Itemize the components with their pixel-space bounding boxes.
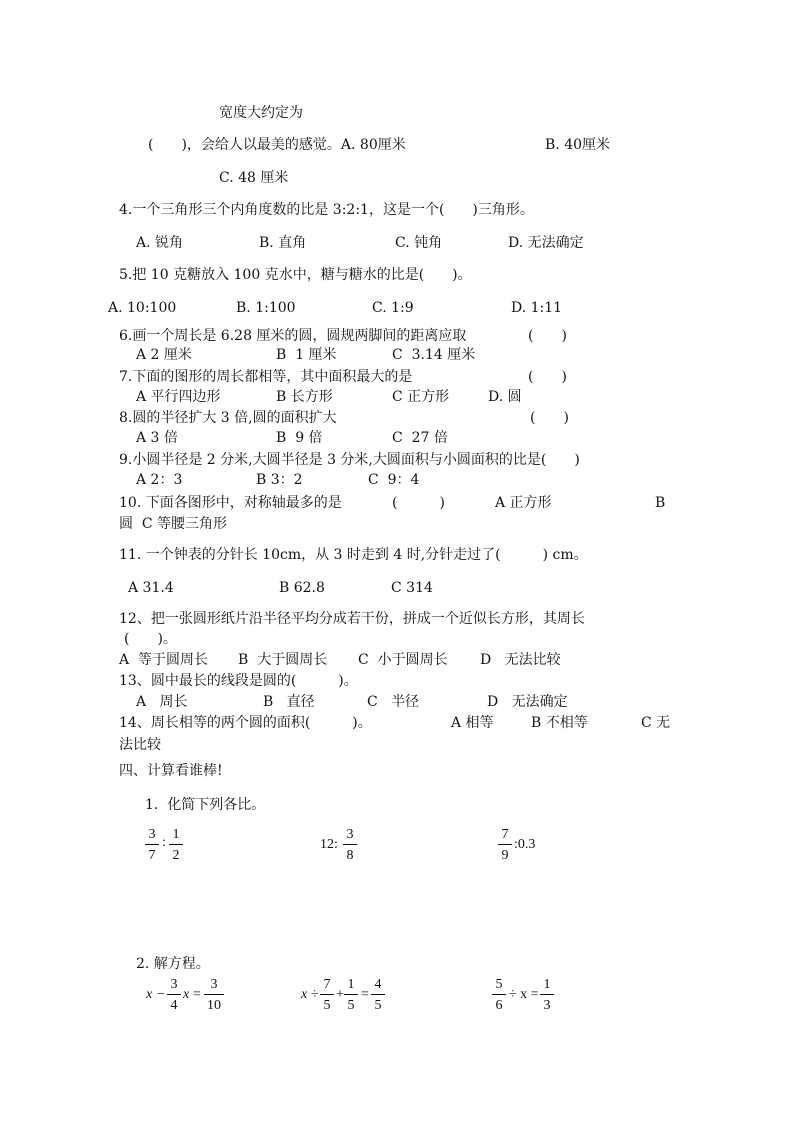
- question-3-option-b: B. 40厘米: [545, 137, 611, 153]
- sub-heading-equations: 2. 解方程。: [136, 956, 210, 972]
- question-7-option: D. 圆: [488, 389, 522, 405]
- question-5: 5.把 10 克糖放入 100 克水中，糖与糖水的比是( )。: [119, 267, 472, 283]
- question-3-option-c: C. 48 厘米: [219, 170, 289, 186]
- question-9-option: B 3：2: [256, 472, 303, 488]
- section-heading: 四、计算看谁棒!: [119, 763, 223, 779]
- question-7-answer-blank: ( ): [528, 369, 567, 385]
- variable-x: x: [183, 987, 190, 1002]
- question-14-option-a: A 相等: [451, 715, 494, 731]
- minus-sign: −: [157, 987, 165, 1002]
- fraction: 5 6: [491, 977, 507, 1014]
- fraction: 1 3: [539, 977, 555, 1014]
- question-10-option-b: B: [655, 495, 666, 511]
- ratio-lead: 12:: [320, 837, 338, 852]
- question-12-option: C 小于圆周长: [358, 652, 448, 668]
- question-13-option: D 无法确定: [487, 694, 568, 710]
- question-9-option: C 9：4: [368, 472, 420, 488]
- ratio-tail: :0.3: [514, 837, 536, 852]
- question-13-option: A 周长: [136, 694, 188, 710]
- question-6-option: A 2 厘米: [136, 347, 192, 363]
- question-7-option: C 正方形: [392, 389, 450, 405]
- question-3-stem: ( )，会给人以最美的感觉。A. 80厘米: [148, 137, 406, 153]
- sub-heading-simplify: 1. 化简下列各比。: [145, 797, 266, 813]
- question-11-option: C 314: [391, 580, 433, 596]
- fraction: 3 7: [144, 827, 160, 864]
- question-4-option: D. 无法确定: [508, 235, 584, 251]
- question-11-option: B 62.8: [279, 580, 325, 596]
- fraction: 3 10: [203, 977, 225, 1014]
- question-6: 6.画一个周长是 6.28 厘米的圆，圆规两脚间的距离应取: [119, 328, 467, 344]
- equals-sign: =: [361, 987, 369, 1002]
- question-4-option: B. 直角: [259, 235, 307, 251]
- plus-sign: +: [336, 987, 344, 1002]
- continued-line: 宽度大约定为: [219, 105, 303, 121]
- variable-x: x: [146, 987, 153, 1002]
- ratio-colon: :: [162, 835, 166, 850]
- question-5-option: B. 1:100: [236, 300, 296, 316]
- question-7-option: A 平行四边形: [136, 389, 221, 405]
- question-10-answer-blank: ( ): [392, 495, 445, 511]
- question-9-option: A 2：3: [136, 472, 183, 488]
- question-8-option: B 9 倍: [276, 430, 323, 446]
- question-12-option: B 大于圆周长: [238, 652, 328, 668]
- question-10: 10. 下面各图形中，对称轴最多的是: [119, 495, 342, 511]
- question-14-option-b: B 不相等: [531, 715, 588, 731]
- question-6-option: B 1 厘米: [276, 347, 337, 363]
- question-8-option: A 3 倍: [136, 430, 178, 446]
- question-8: 8.圆的半径扩大 3 倍,圆的面积扩大: [119, 410, 337, 426]
- question-12-option: D 无法比较: [480, 652, 561, 668]
- question-7-option: B 长方形: [276, 389, 333, 405]
- question-11: 11. 一个钟表的分针长 10cm，从 3 时走到 4 时,分针走过了( ) cm。: [119, 547, 588, 563]
- question-5-option: C. 1:9: [372, 300, 414, 316]
- question-4-option: C. 钝角: [395, 235, 443, 251]
- fraction: 1 5: [343, 977, 359, 1014]
- question-11-option: A 31.4: [128, 580, 174, 596]
- question-7: 7.下面的图形的周长都相等，其中面积最大的是: [119, 369, 413, 385]
- question-14: 14、周长相等的两个圆的面积( )。: [119, 715, 372, 731]
- question-14-continued: 法比较: [119, 737, 161, 753]
- question-4-option: A. 锐角: [136, 235, 184, 251]
- question-13-option: B 直径: [263, 694, 315, 710]
- question-5-option: D. 1:11: [511, 300, 563, 316]
- question-10-option-a: A 正方形: [495, 495, 552, 511]
- question-4: 4.一个三角形三个内角度数的比是 3:2:1，这是一个( )三角形。: [119, 202, 534, 218]
- fraction: 1 2: [168, 827, 184, 864]
- equation-lead: x ÷: [301, 987, 319, 1002]
- question-12-option: A 等于圆周长: [119, 652, 209, 668]
- question-14-option-c: C 无: [641, 715, 671, 731]
- fraction: 7 9: [497, 827, 513, 864]
- fraction: 3 4: [166, 977, 182, 1014]
- fraction: 3 8: [342, 827, 358, 864]
- question-6-answer-blank: ( ): [528, 328, 567, 344]
- question-12-continued: ( )。: [124, 631, 177, 647]
- fraction: 4 5: [370, 977, 386, 1014]
- fraction: 7 5: [319, 977, 335, 1014]
- question-6-option: C 3.14 厘米: [392, 347, 476, 363]
- question-8-answer-blank: ( ): [530, 410, 569, 426]
- question-13: 13、圆中最长的线段是圆的( )。: [119, 673, 358, 689]
- question-10-continued: 圆 C 等腰三角形: [119, 516, 228, 532]
- question-12: 12、把一张圆形纸片沿半径平均分成若干份，拼成一个近似长方形，其周长: [119, 611, 585, 627]
- question-8-option: C 27 倍: [392, 430, 448, 446]
- equals-sign: =: [193, 987, 201, 1002]
- equation-middle: ÷ x =: [509, 987, 539, 1002]
- question-13-option: C 半径: [367, 694, 420, 710]
- question-9: 9.小圆半径是 2 分米,大圆半径是 3 分米,大圆面积与小圆面积的比是( ): [119, 452, 580, 468]
- question-5-option: A. 10:100: [108, 300, 177, 316]
